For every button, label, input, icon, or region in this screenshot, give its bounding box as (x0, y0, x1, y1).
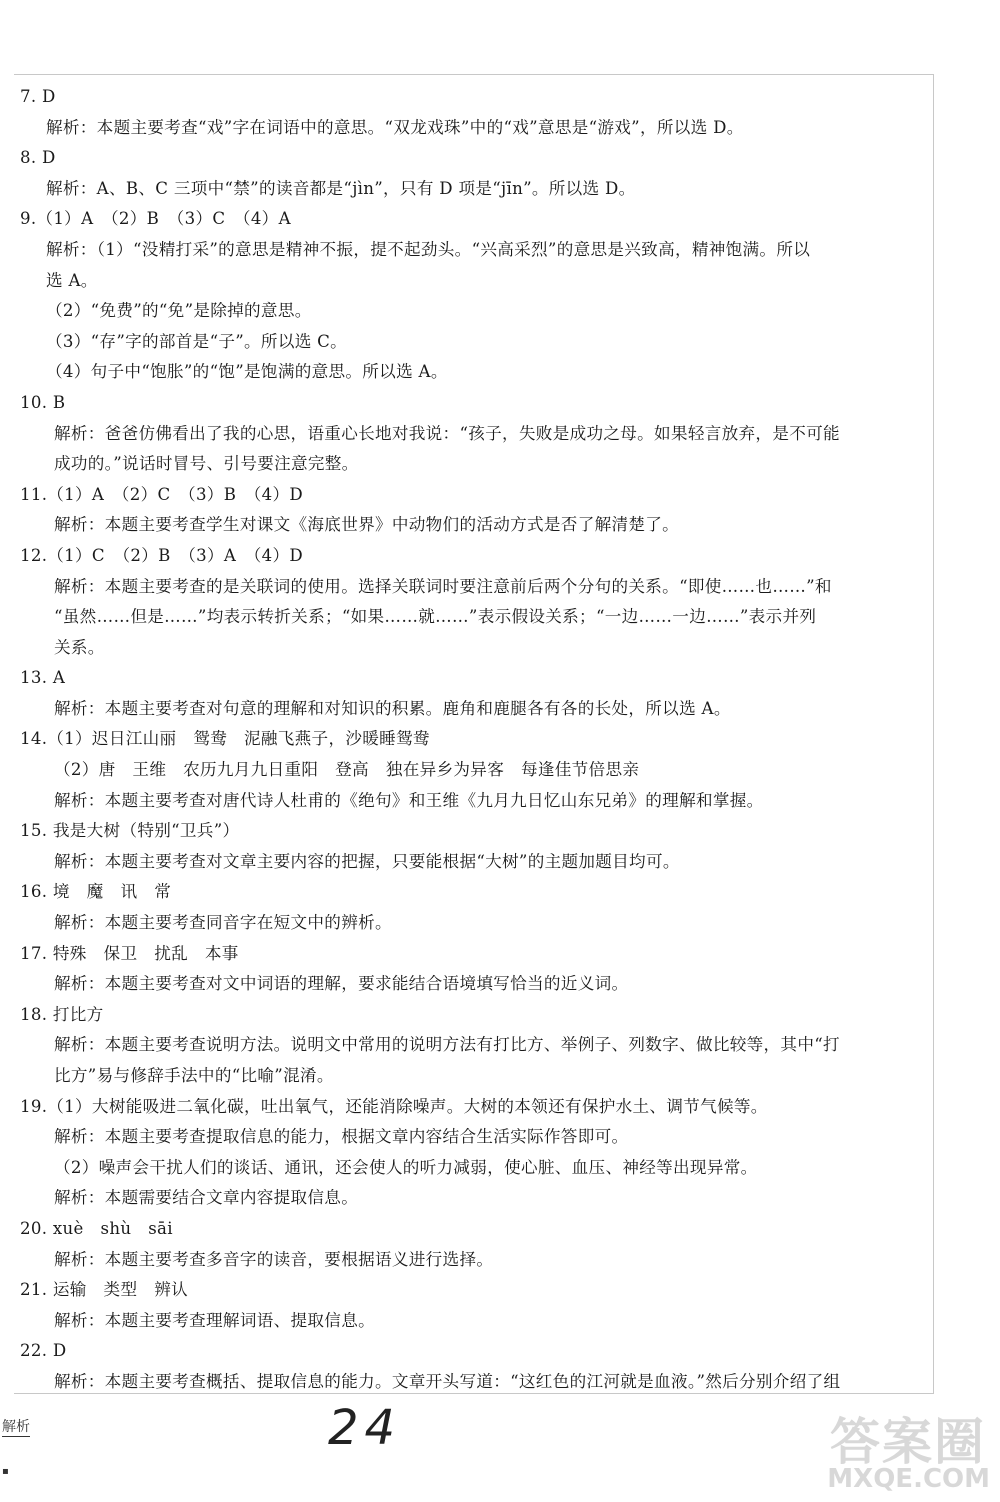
answer-line: 9.（1）A （2）B （3）C （4）A (20, 209, 291, 229)
answer-line: 21. 运输 类型 辨认 (20, 1280, 189, 1300)
explanation-line: （2）噪声会干扰人们的谈话、通讯，还会使人的听力减弱，使心脏、血压、神经等出现异常。 (54, 1157, 758, 1177)
explanation-line: 解析：本题主要考查对文章主要内容的把握，只要能根据“大树”的主题加题目均可。 (54, 851, 680, 871)
answer-line: 22. D (20, 1341, 67, 1361)
explanation-line: 解析：本题主要考查提取信息的能力，根据文章内容结合生活实际作答即可。 (54, 1127, 629, 1147)
explanation-line: 比方”易与修辞手法中的“比喻”混淆。 (54, 1066, 334, 1085)
answer-line: 14.（1）迟日江山丽 鸳鸯 泥融飞燕子，沙暖睡鸳鸯 (20, 729, 430, 749)
answer-line: 7. D (20, 87, 56, 106)
answer-line: 8. D (20, 148, 56, 168)
answer-content (20, 82, 920, 1398)
explanation-line: 解析：本题主要考查对文中词语的理解，要求能结合语境填写恰当的近义词。 (54, 974, 629, 994)
explanation-line: 解析：本题主要考查对唐代诗人杜甫的《绝句》和王维《九月九日忆山东兄弟》的理解和掌握。 (54, 790, 764, 810)
explanation-line: 解析：本题主要考查对句意的理解和对知识的积累。鹿角和鹿腿各有各的长处，所以选 A。 (54, 698, 731, 718)
frame-top-border (14, 74, 934, 75)
answer-line: 15. 我是大树（特别“卫兵”） (20, 821, 240, 841)
explanation-line: 解析：本题主要考查学生对课文《海底世界》中动物们的活动方式是否了解清楚了。 (54, 515, 680, 535)
answer-line: 13. A (20, 668, 66, 688)
watermark-title: 答案圈 (830, 1413, 986, 1471)
explanation-line: 解析：本题主要考查“戏”字在词语中的意思。“双龙戏珠”中的“戏”意思是“游戏”，所以选 D。 (46, 117, 744, 137)
explanation-line: 解析：（1）“没精打采”的意思是精神不振，提不起劲头。“兴高采烈”的意思是兴致高，精神饱满。所以 (46, 239, 811, 259)
explanation-line: （2）“免费”的“免”是除掉的意思。 (46, 301, 312, 321)
answer-line: 10. B (20, 392, 66, 412)
footer-note: 解析 (2, 1419, 30, 1435)
explanation-line: “虽然……但是……”均表示转折关系；“如果……就……”表示假设关系；“一边……一边……”表示并列 (54, 607, 817, 627)
explanation-line: （4）句子中“饱胀”的“饱”是饱满的意思。所以选 A。 (46, 362, 448, 382)
explanation-line: 选 A。 (46, 270, 98, 290)
footer-tick: ▪ (2, 1466, 9, 1477)
explanation-line: 解析：本题主要考查同音字在短文中的辨析。 (54, 913, 392, 933)
explanation-line: 成功的。”说话时冒号、引号要注意完整。 (54, 454, 359, 474)
explanation-line: 解析：本题需要结合文章内容提取信息。 (54, 1188, 359, 1208)
answer-line: 18. 打比方 (20, 1004, 104, 1024)
answer-line: 19.（1）大树能吸进二氧化碳，吐出氧气，还能消除噪声。大树的本领还有保护水土、调节气候等。 (20, 1096, 768, 1116)
watermark-url: MXQE.COM (827, 1464, 990, 1494)
answer-line: 17. 特殊 保卫 扰乱 本事 (20, 943, 239, 963)
explanation-line: 解析：本题主要考查理解词语、提取信息。 (54, 1310, 375, 1330)
explanation-line: 关系。 (54, 637, 105, 657)
frame-right-border (933, 74, 934, 1394)
watermark-logo (827, 1402, 990, 1494)
explanation-line: 解析：本题主要考查说明方法。说明文中常用的说明方法有打比方、举例子、列数字、做比较等，其中“打 (54, 1035, 840, 1055)
answer-line: 16. 境 魔 讯 常 (20, 882, 172, 902)
answer-line: 12.（1）C （2）B （3）A （4）D (20, 545, 304, 565)
explanation-line: （2）唐 王维 农历九月九日重阳 登高 独在异乡为异客 每逢佳节倍思亲 (54, 760, 640, 780)
explanation-line: 解析：A、B、C 三项中“禁”的读音都是“jìn”，只有 D 项是“jīn”。所以选 D。 (46, 178, 636, 198)
answer-line: 11.（1）A （2）C （3）B （4）D (20, 484, 304, 504)
explanation-line: 解析：本题主要考查多音字的读音，要根据语义进行选择。 (54, 1249, 494, 1269)
explanation-line: （3）“存”字的部首是“子”。所以选 C。 (46, 331, 348, 351)
explanation-line: 解析：爸爸仿佛看出了我的心思，语重心长地对我说：“孩子，失败是成功之母。如果轻言放弃，是不可能 (54, 423, 840, 443)
answer-line: 20. xuè shù sāi (20, 1218, 173, 1238)
explanation-line: 解析：本题主要考查的是关联词的使用。选择关联词时要注意前后两个分句的关系。“即使……也……”和 (54, 576, 832, 596)
handwritten-page-number: 24 (328, 1400, 402, 1456)
explanation-line: 解析：本题主要考查概括、提取信息的能力。文章开头写道：“这红色的江河就是血液。”然后分别介绍了组 (54, 1371, 841, 1391)
